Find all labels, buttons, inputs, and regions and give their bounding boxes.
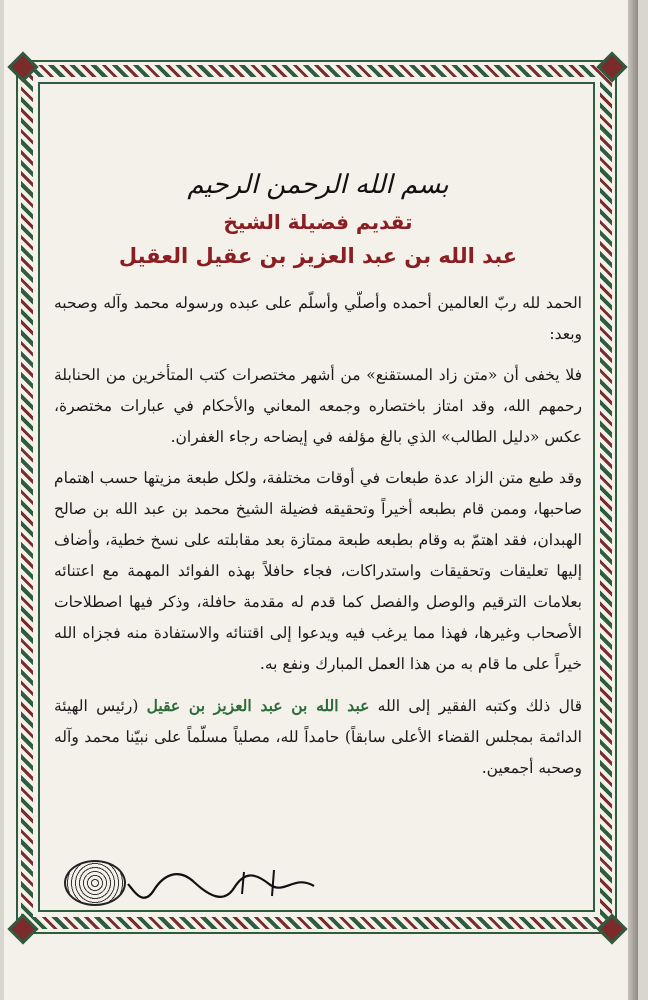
seal-stamp (64, 860, 126, 906)
book-spine-shadow (628, 0, 638, 1000)
closing-paragraph (54, 690, 582, 784)
closing-after: (رئيس الهيئة الدائمة بمجلس القضاء الأعلى سابقاً) حامداً لله، مصلياً مسلّماً على نبيّنا محمد وآله وصحبه أجمعين. (54, 697, 582, 777)
paragraph: فلا يخفى أن «متن زاد المستقنع» من أشهر مختصرات كتب المتأخرين من الحنابلة رحمهم الله، وقد امتاز باختصاره وجمعه المعاني والأحكام في عبارات مختصرة، عكس «دليل الطالب» الذي بالغ مؤلفه في إيضاحه رجاء الغفران. (54, 366, 582, 446)
closing-before: قال ذلك وكتبه الفقير إلى الله (369, 697, 582, 715)
intro-title: تقديم فضيلة الشيخ (223, 210, 413, 234)
author-title: عبد الله بن عبد العزيز بن عقيل العقيل (118, 244, 518, 268)
handwritten-signature (124, 866, 324, 902)
basmala: بسم الله الرحمن الرحيم (187, 170, 449, 200)
page-content (54, 170, 582, 794)
signature-area (54, 860, 334, 910)
book-page (4, 0, 638, 1000)
paragraph: الحمد لله ربّ العالمين أحمده وأصلّي وأسلّم على عبده ورسوله محمد وآله وصحبه وبعد: (54, 294, 582, 343)
paragraph: وقد طبع متن الزاد عدة طبعات في أوقات مختلفة، ولكل طبعة مزيتها حسب اهتمام صاحبها، وممن قام بطبعه أخيراً وتحقيقه فضيلة الشيخ محمد بن عبد الله بن صالح الهبدان، فقد اهتمّ به وقام بطبعه طبعة ممتازة بعد مقابلته على نسخ خطية، وأضاف إليها تعليقات وتحقيقات واستدراكات، فجاء حافلاً بهذه الفوائد المهمة مع اعتنائه بعلامات الترقيم والوصل والفصل كما قدم له مقدمة حافلة، وذكر فيها اصطلاحات الأصحاب وغيرها، فهذا مما يرغب فيه ويدعوا إلى اقتنائه والاستفادة منه فجزاه الله خيراً على ما قام به من هذا العمل المبارك ونفع به. (54, 469, 582, 673)
closing-author-name: عبد الله بن عبد العزيز بن عقيل (146, 696, 370, 715)
